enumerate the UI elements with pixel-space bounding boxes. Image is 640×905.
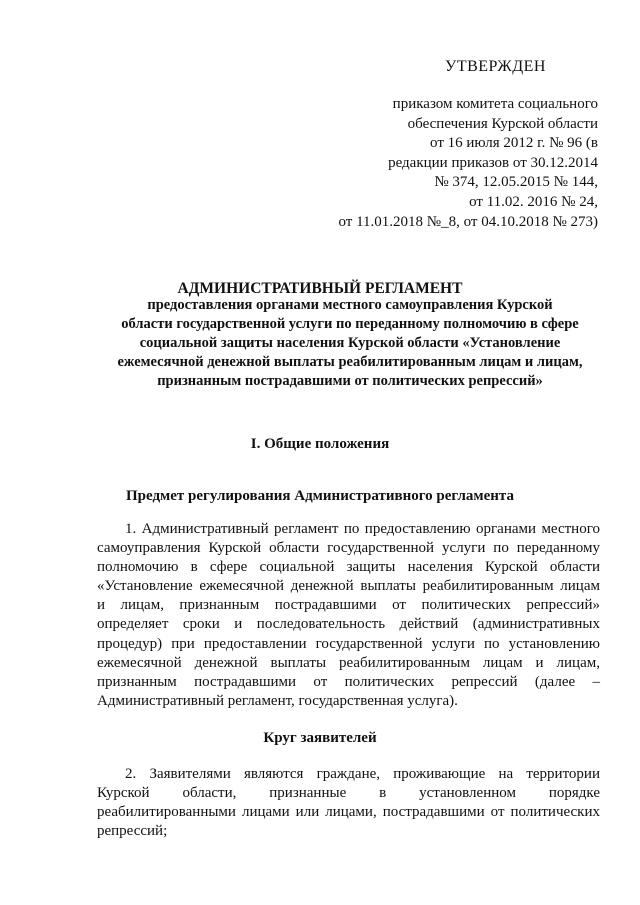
approval-line: от 11.01.2018 №_8, от 04.10.2018 № 273) [338,213,598,230]
paragraph-2 [97,765,600,841]
subtitle-line: области государственной услуги по переданному полномочию в сфере [121,316,579,332]
document-title: АДМИНИСТРАТИВНЫЙ РЕГЛАМЕНТ [177,280,463,297]
paragraph-line: определяет сроки и последовательность действий (административных [97,616,600,633]
approval-heading: УТВЕРЖДЕН [445,58,546,75]
subtitle-line: признанным пострадавшими от политических репрессий» [157,373,543,389]
approval-line: от 16 июля 2012 г. № 96 (в [430,135,598,152]
section-general-heading: I. Общие положения [250,436,390,452]
paragraph-line: самоуправления Курской области государственной услуги по переданному [97,540,600,557]
subtitle-line: предоставления органами местного самоуправления Курской [147,297,553,313]
paragraph-line: признанным пострадавшими от политических репрессий (далее – [97,673,600,690]
paragraph-line: 1. Административный регламент по предоставлению органами местного [125,521,600,537]
applicants-heading: Круг заявителей [263,730,377,746]
paragraph-line: Административный регламент, государственная услуга). [97,692,458,709]
subject-heading: Предмет регулирования Административного регламента [126,488,514,504]
subtitle-line: социальной защиты населения Курской области «Установление [139,335,561,351]
paragraph-line: реабилитированными лицами или лицами, пострадавшими от политических [97,804,600,821]
approval-line: приказом комитета социального [392,96,598,112]
paragraph-line: ежемесячной денежной выплаты реабилитированным лицам и лицам, [97,654,600,671]
paragraph-line: процедур) при предоставлении государственной услуги по установлению [97,635,600,652]
paragraph-1 [97,520,600,711]
approval-line: от 11.02. 2016 № 24, [469,193,598,210]
approval-details [338,95,598,232]
approval-line: № 374, 12.05.2015 № 144, [434,174,598,191]
paragraph-line: полномочию в сфере социальной защиты населения Курской области [97,559,600,576]
approval-line: обеспечения Курской области [407,115,598,132]
approval-line: редакции приказов от 30.12.2014 [388,154,598,171]
paragraph-line: и лицам, признанным пострадавшими от политических репрессий» [97,597,600,614]
paragraph-line: «Установление ежемесячной денежной выплаты реабилитированным лицам [97,578,600,595]
subtitle-line: ежемесячной денежной выплаты реабилитированным лицам и лицам, [117,354,583,370]
paragraph-line: Курской области, признанные в установленном порядке [97,785,600,802]
paragraph-line: 2. Заявителями являются граждане, проживающие на территории [125,766,600,782]
document-subtitle [100,296,600,391]
paragraph-line: репрессий; [97,823,168,840]
